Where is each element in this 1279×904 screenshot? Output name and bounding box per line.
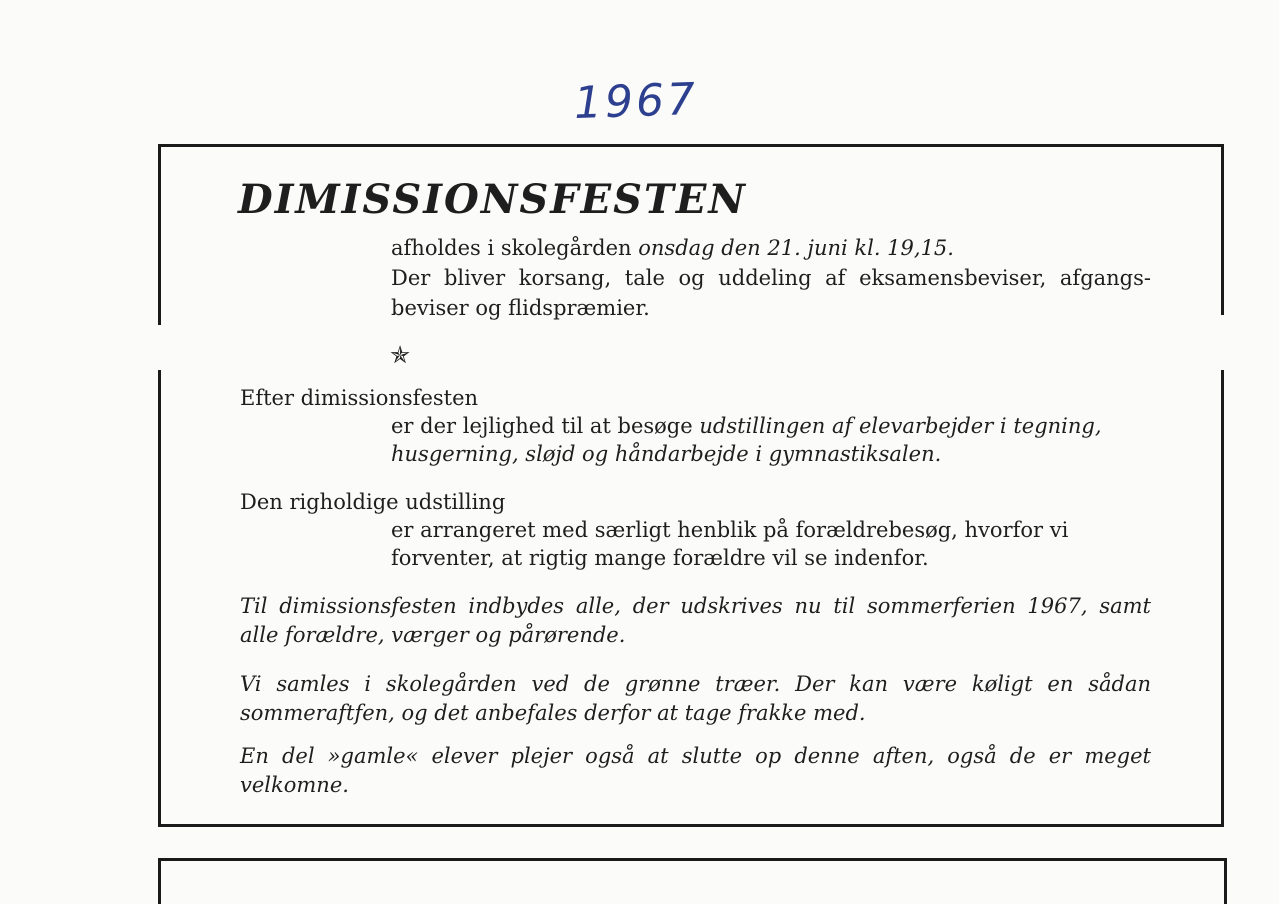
next-frame-left-border [158, 860, 161, 904]
paragraph-invitation-line-2: alle forældre, værger og pårørende. [240, 623, 626, 647]
paragraph-gathering-line-2: sommeraftfen, og det anbefales derfor at tage frakke med. [240, 701, 866, 725]
next-frame-right-border [1224, 860, 1227, 904]
paragraph-alumni-line-2: velkomne. [240, 773, 349, 797]
section2-line-2: forventer, at rigtig mange forældre vil se indenfor. [391, 546, 929, 570]
frame-gap-right [1220, 315, 1230, 370]
intro-line-1-italic: onsdag den 21. juni kl. 19,15. [638, 236, 954, 260]
next-frame-top-border [158, 858, 1227, 861]
star-divider-icon: ✯ [390, 341, 411, 369]
intro-line-3: beviser og flidspræmier. [391, 296, 650, 320]
section1-line-2: husgerning, sløjd og håndarbejde i gymnastiksalen. [391, 442, 942, 466]
handwritten-year: 1967 [573, 73, 699, 130]
section1-heading: Efter dimissionsfesten [240, 386, 479, 410]
paragraph-invitation-line-1: Til dimissionsfesten indbydes alle, der udskrives nu til sommerferien 1967, samt [240, 594, 1151, 618]
intro-line-2: Der bliver korsang, tale og uddeling af eksamensbeviser, afgangs- [391, 266, 1151, 290]
section2-heading: Den righoldige udstilling [240, 490, 506, 514]
paragraph-gathering-line-1: Vi samles i skolegården ved de grønne træer. Der kan være køligt en sådan [240, 672, 1151, 696]
intro-line-1-plain: afholdes i skolegården [391, 236, 639, 260]
paragraph-alumni-line-1: En del »gamle« elever plejer også at slutte op denne aften, også de er meget [240, 744, 1151, 768]
section2-line-1: er arrangeret med særligt henblik på forældrebesøg, hvorfor vi [391, 518, 1069, 542]
document-title: DIMISSIONSFESTEN [238, 176, 747, 223]
frame-gap-left [152, 325, 164, 370]
section1-line-1-plain: er der lejlighed til at besøge [391, 414, 700, 438]
intro-line-1 [391, 234, 954, 262]
section1-line-1 [391, 412, 1151, 440]
section1-line-1-italic: udstillingen af elevarbejder i tegning, [699, 414, 1102, 438]
